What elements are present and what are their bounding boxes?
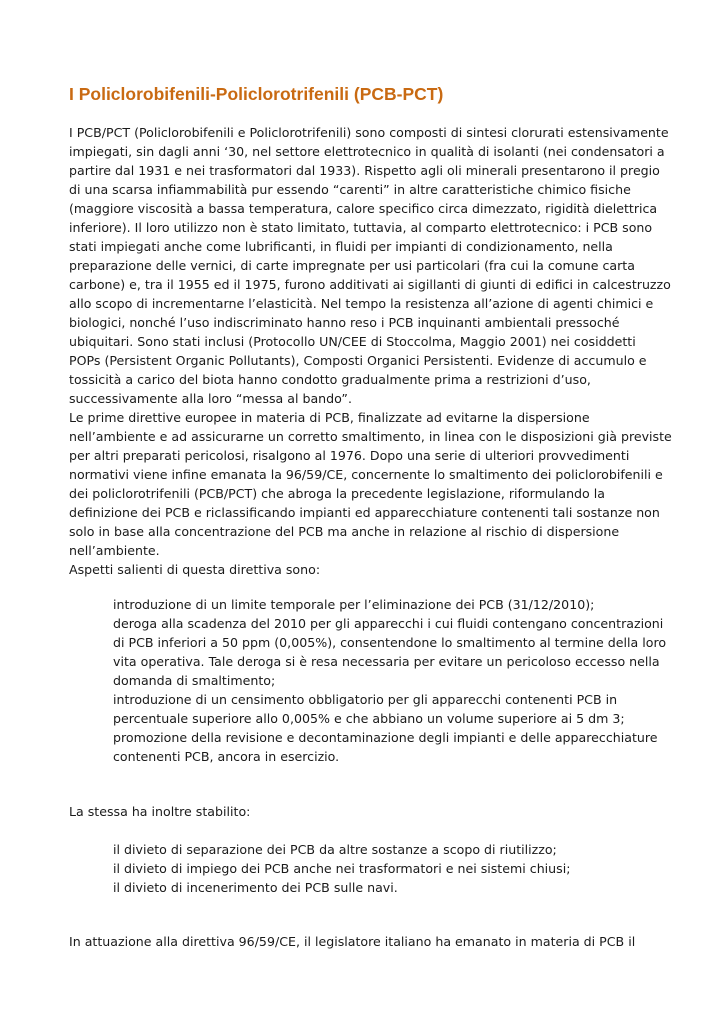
text-line: di una scarsa infiammabilità pur essendo “carenti” in altre caratteristiche chimico fisiche [69, 182, 631, 197]
text-line: inferiore). Il loro utilizzo non è stato limitato, tuttavia, al comparto elettrotecnico: i PCB sono [69, 220, 653, 235]
text-line: partire dal 1931 e nei trasformatori dal 1933). Rispetto agli oli minerali presentarono il pregio [69, 163, 660, 178]
list-item: introduzione di un limite temporale per l’eliminazione dei PCB (31/12/2010); [113, 597, 595, 612]
document-title: I Policlorobifenili-Policlorotrifenili (PCB-PCT) [69, 84, 444, 104]
third-paragraph [69, 932, 635, 951]
text-line: preparazione delle vernici, di carte impregnate per usi particolari (fra cui la comune carta [69, 258, 635, 273]
list-item: il divieto di separazione dei PCB da altre sostanze a scopo di riutilizzo; [113, 842, 557, 857]
list-item: contenenti PCB, ancora in esercizio. [113, 749, 340, 764]
text-line: solo in base alla concentrazione del PCB ma anche in relazione al rischio di dispersione [69, 524, 620, 539]
text-line: POPs (Persistent Organic Pollutants), Composti Organici Persistenti. Evidenze di accumulo e [69, 353, 647, 368]
list-item: il divieto di incenerimento dei PCB sulle navi. [113, 880, 398, 895]
text-line: stati impiegati anche come lubrificanti, in fluidi per impianti di condizionamento, nella [69, 239, 613, 254]
text-line: allo scopo di incrementarne l’elasticità. Nel tempo la resistenza all’azione di agenti chimici e [69, 296, 654, 311]
list-item: vita operativa. Tale deroga si è resa necessaria per evitare un pericoloso eccesso nella [113, 654, 660, 669]
list-item: percentuale superiore allo 0,005% e che abbiano un volume superiore ai 5 dm 3; [113, 711, 625, 726]
list-item: introduzione di un censimento obbligatorio per gli apparecchi contenenti PCB in [113, 692, 618, 707]
text-line: per altri preparati pericolosi, risalgono al 1976. Dopo una serie di ulteriori provvedimenti [69, 448, 630, 463]
list-item: domanda di smaltimento; [113, 673, 276, 688]
text-line: normativi viene infine emanata la 96/59/CE, concernente lo smaltimento dei policlorobifenili e [69, 467, 663, 482]
list-item: di PCB inferiori a 50 ppm (0,005%), consentendone lo smaltimento al termine della loro [113, 635, 667, 650]
list-item: deroga alla scadenza del 2010 per gli apparecchi i cui fluidi contengano concentrazioni [113, 616, 664, 631]
text-line: successivamente alla loro “messa al bando”. [69, 391, 352, 406]
text-line: nell’ambiente e ad assicurarne un corretto smaltimento, in linea con le disposizioni già previste [69, 429, 672, 444]
text-line: carbone) e, tra il 1955 ed il 1975, furono additivati ai sigillanti di giunti di edifici in calcestruzzo [69, 277, 671, 292]
intro-paragraph [69, 123, 672, 579]
directive-aspects-list [113, 595, 666, 766]
text-line: nell’ambiente. [69, 543, 160, 558]
text-line: ubiquitari. Sono stati inclusi (Protocollo UN/CEE di Stoccolma, Maggio 2001) nei cosiddetti [69, 334, 636, 349]
text-line: Aspetti salienti di questa direttiva sono: [69, 562, 321, 577]
list-item: il divieto di impiego dei PCB anche nei trasformatori e nei sistemi chiusi; [113, 861, 571, 876]
text-line: definizione dei PCB e riclassificando impianti ed apparecchiature contenenti tali sostanze non [69, 505, 660, 520]
second-paragraph [69, 802, 250, 821]
text-line: tossicità a carico del biota hanno condotto gradualmente prima a restrizioni d’uso, [69, 372, 591, 387]
text-line: (maggiore viscosità a bassa temperatura, calore specifico circa dimezzato, rigidità dielettrica [69, 201, 658, 216]
prohibitions-list [113, 840, 570, 897]
text-line: I PCB/PCT (Policlorobifenili e Policlorotrifenili) sono composti di sintesi clorurati estensivamente [69, 125, 669, 140]
text-line: Le prime direttive europee in materia di PCB, finalizzate ad evitarne la dispersione [69, 410, 590, 425]
text-line: In attuazione alla direttiva 96/59/CE, il legislatore italiano ha emanato in materia di PCB il [69, 934, 636, 949]
text-line: impiegati, sin dagli anni ‘30, nel settore elettrotecnico in qualità di isolanti (nei condensatori a [69, 144, 665, 159]
text-line: dei policlorotrifenili (PCB/PCT) che abroga la precedente legislazione, riformulando la [69, 486, 605, 501]
list-item: promozione della revisione e decontaminazione degli impianti e delle apparecchiature [113, 730, 658, 745]
text-line: La stessa ha inoltre stabilito: [69, 804, 251, 819]
text-line: biologici, nonché l’uso indiscriminato hanno reso i PCB inquinanti ambientali pressoché [69, 315, 620, 330]
